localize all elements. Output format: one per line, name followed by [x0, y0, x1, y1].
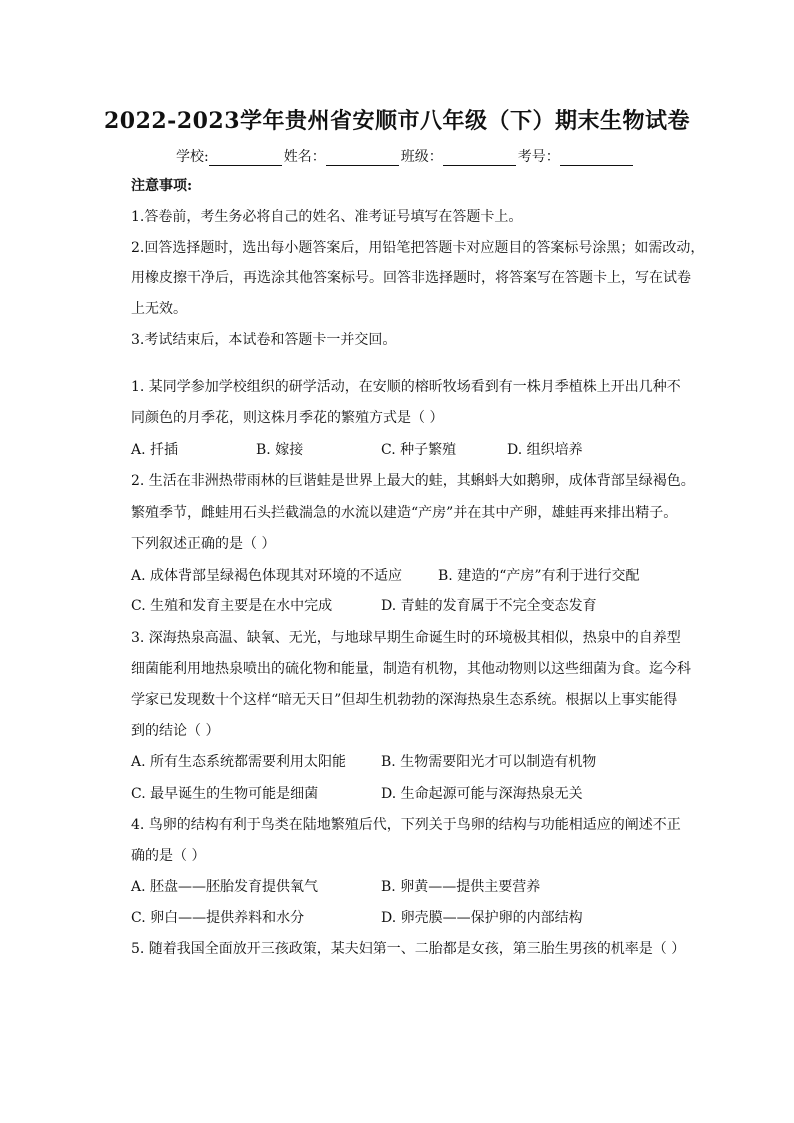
option-b: B. 生物需要阳光才可以制造有机物 — [381, 754, 597, 770]
note-line: 3.考试结束后，本试卷和答题卡一并交回。 — [131, 332, 397, 348]
note-line: 2.回答选择题时，选出每小题答案后，用铅笔把答题卡对应题目的答案标号涂黑；如需改动， — [131, 240, 705, 256]
option-d: D. 青蛙的发育属于不完全变态发育 — [381, 598, 597, 614]
school-label: 学校: — [176, 149, 209, 165]
option-a: A. 胚盘——胚胎发育提供氧气 — [131, 879, 319, 895]
question-2-text: 下列叙述正确的是（ ） — [131, 536, 276, 552]
school-blank — [209, 151, 282, 166]
exam-title: 2022-2023学年贵州省安顺市八年级（下）期末生物试卷 — [103, 108, 691, 134]
question-3-text: 到的结论（ ） — [131, 723, 220, 739]
note-line: 上无效。 — [131, 301, 187, 317]
option-b: B. 嫁接 — [256, 442, 304, 458]
question-2-text: 2. 生活在非洲热带雨林的巨谐蛙是世界上最大的蛙，其蝌蚪大如鹅卵，成体背部呈绿褐色。 — [131, 473, 695, 489]
option-c: C. 种子繁殖 — [381, 442, 457, 458]
name-blank — [326, 151, 399, 166]
question-1-text: 同颜色的月季花，则这株月季花的繁殖方式是（ ） — [131, 410, 444, 426]
option-d: D. 卵壳膜——保护卵的内部结构 — [381, 910, 583, 926]
exam-no-label: 考号： — [517, 149, 560, 165]
option-d: D. 组织培养 — [507, 442, 583, 458]
class-label: 班级： — [400, 149, 443, 165]
option-c: C. 最早诞生的生物可能是细菌 — [131, 786, 319, 802]
exam-no-blank — [560, 151, 633, 166]
student-info-row — [176, 146, 635, 166]
option-b: B. 建造的“产房”有利于进行交配 — [438, 568, 640, 584]
option-a: A. 扦插 — [131, 442, 179, 458]
question-4-text: 确的是（ ） — [131, 848, 206, 864]
question-5-text: 5. 随着我国全面放开三孩政策，某夫妇第一、二胎都是女孩，第三胎生男孩的机率是（ ） — [131, 941, 686, 957]
option-a: A. 成体背部呈绿褐色体现其对环境的不适应 — [131, 568, 403, 584]
option-d: D. 生命起源可能与深海热泉无关 — [381, 786, 583, 802]
question-2-text: 繁殖季节，雌蛙用石头拦截湍急的水流以建造“产房”并在其中产卵，雄蛙再来排出精子。 — [131, 505, 678, 521]
question-3-text: 学家已发现数十个这样“暗无天日”但却生机勃勃的深海热泉生态系统。根据以上事实能得 — [131, 692, 678, 708]
question-3-text: 3. 深海热泉高温、缺氧、无光，与地球早期生命诞生时的环境极其相似，热泉中的自养型 — [131, 630, 681, 646]
name-label: 姓名： — [283, 149, 326, 165]
question-4-text: 4. 鸟卵的结构有利于鸟类在陆地繁殖后代，下列关于鸟卵的结构与功能相适应的阐述不正 — [131, 817, 681, 833]
note-line: 1.答卷前，考生务必将自己的姓名、准考证号填写在答题卡上。 — [131, 209, 523, 225]
option-b: B. 卵黄——提供主要营养 — [381, 879, 541, 895]
question-1-text: 1. 某同学参加学校组织的研学活动，在安顺的榕昕牧场看到有一株月季植株上开出几种不 — [131, 379, 681, 395]
question-3-text: 细菌能利用地热泉喷出的硫化物和能量，制造有机物，其他动物则以这些细菌为食。迄今科 — [131, 661, 691, 677]
option-c: C. 卵白——提供养料和水分 — [131, 910, 305, 926]
note-line: 用橡皮擦干净后，再选涂其他答案标号。回答非选择题时，将答案写在答题卡上，写在试卷 — [131, 270, 691, 286]
option-c: C. 生殖和发育主要是在水中完成 — [131, 598, 333, 614]
notes-heading: 注意事项: — [131, 178, 193, 194]
class-blank — [443, 151, 516, 166]
option-a: A. 所有生态系统都需要利用太阳能 — [131, 754, 347, 770]
